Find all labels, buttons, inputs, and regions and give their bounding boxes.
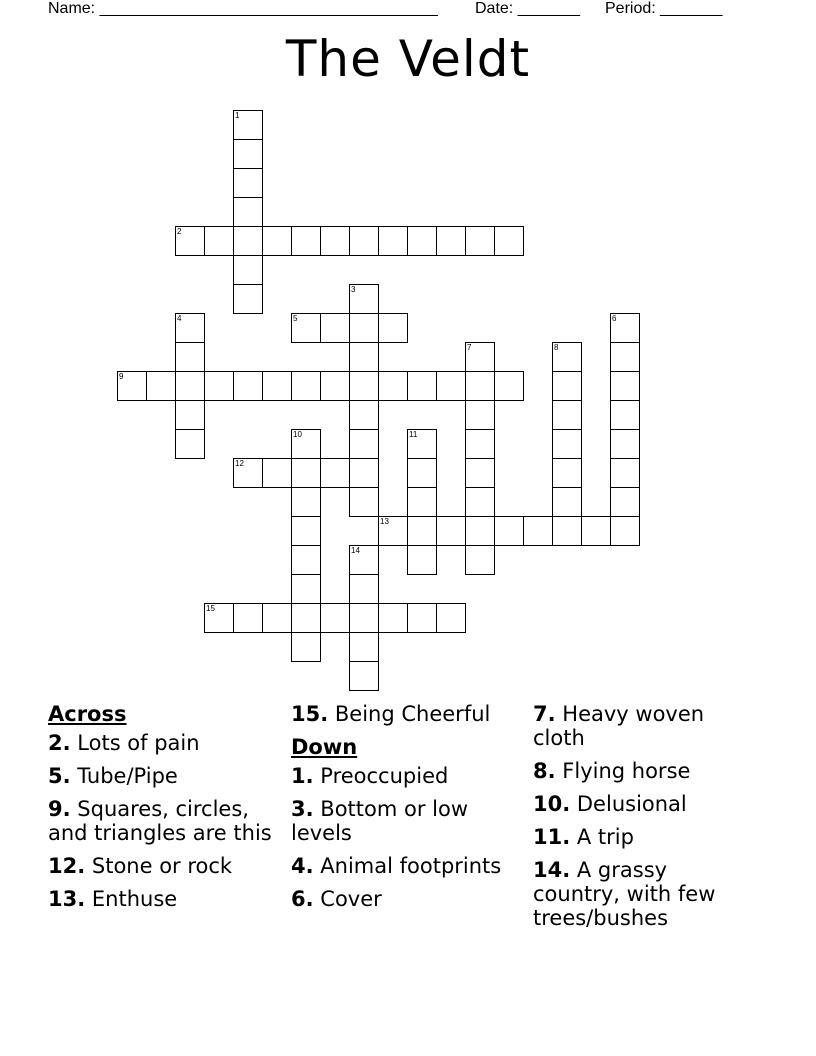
clue-down-3: 3. Bottom or low levels <box>291 797 468 845</box>
grid-cell[interactable] <box>465 371 495 401</box>
grid-cell[interactable] <box>407 545 437 575</box>
grid-cell[interactable] <box>291 632 321 662</box>
grid-cell[interactable] <box>610 342 640 372</box>
clue-down-10: 10. Delusional <box>533 792 687 816</box>
grid-cell[interactable] <box>610 516 640 546</box>
grid-cell[interactable] <box>146 371 176 401</box>
grid-cell[interactable] <box>349 661 379 691</box>
clue-down-11: 11. A trip <box>533 825 634 849</box>
down-heading: Down <box>291 735 358 759</box>
grid-cell[interactable] <box>175 400 205 430</box>
grid-cell[interactable] <box>233 255 263 285</box>
clue-across-2: 2. Lots of pain <box>48 731 200 755</box>
date-field[interactable]: Date: _______ <box>475 0 580 17</box>
clue-number-label: 5 <box>293 314 298 323</box>
clue-across-15: 15. Being Cheerful <box>291 702 491 726</box>
clue-number-label: 15 <box>206 604 215 613</box>
grid-cell[interactable] <box>378 371 408 401</box>
name-field[interactable]: Name: ______________________________________ <box>48 0 438 17</box>
clue-number-label: 12 <box>235 459 244 468</box>
grid-cell[interactable] <box>233 168 263 198</box>
clue-number-label: 2 <box>177 227 182 236</box>
grid-cell[interactable] <box>465 226 495 256</box>
grid-cell[interactable] <box>320 603 350 633</box>
grid-cell[interactable] <box>494 371 524 401</box>
grid-cell[interactable] <box>349 400 379 430</box>
grid-cell[interactable] <box>291 226 321 256</box>
grid-cell[interactable] <box>204 226 234 256</box>
clue-number-label: 4 <box>177 314 182 323</box>
grid-cell[interactable] <box>552 487 582 517</box>
grid-cell[interactable] <box>349 371 379 401</box>
grid-cell[interactable] <box>552 400 582 430</box>
grid-cell[interactable] <box>552 371 582 401</box>
grid-cell[interactable] <box>262 458 292 488</box>
across-heading: Across <box>48 702 127 726</box>
grid-cell[interactable] <box>552 458 582 488</box>
clue-across-13: 13. Enthuse <box>48 887 178 911</box>
grid-cell[interactable] <box>175 371 205 401</box>
grid-cell[interactable] <box>262 371 292 401</box>
grid-cell[interactable] <box>349 458 379 488</box>
grid-cell[interactable] <box>349 603 379 633</box>
grid-cell[interactable] <box>233 371 263 401</box>
clue-number-label: 9 <box>119 372 124 381</box>
grid-cell[interactable] <box>581 516 611 546</box>
clues-column-3 <box>533 702 748 939</box>
grid-cell[interactable] <box>494 516 524 546</box>
grid-cell[interactable] <box>407 371 437 401</box>
grid-cell[interactable] <box>494 226 524 256</box>
grid-cell[interactable] <box>291 516 321 546</box>
grid-cell[interactable] <box>233 139 263 169</box>
grid-cell[interactable] <box>320 371 350 401</box>
grid-cell[interactable] <box>407 487 437 517</box>
grid-cell[interactable] <box>349 313 379 343</box>
clue-across-5: 5. Tube/Pipe <box>48 764 178 788</box>
clue-number-label: 1 <box>235 111 240 120</box>
grid-cell[interactable] <box>175 429 205 459</box>
grid-cell[interactable] <box>291 545 321 575</box>
grid-cell[interactable] <box>349 487 379 517</box>
grid-cell[interactable] <box>349 226 379 256</box>
grid-cell[interactable] <box>320 313 350 343</box>
clue-down-7: 7. Heavy woven cloth <box>533 702 705 750</box>
grid-cell[interactable] <box>610 458 640 488</box>
grid-cell[interactable] <box>407 516 437 546</box>
page-title: The Veldt <box>285 30 531 88</box>
grid-cell[interactable] <box>291 458 321 488</box>
clue-down-14: 14. A grassy country, with few trees/bushes <box>533 858 716 930</box>
grid-cell[interactable] <box>349 632 379 662</box>
grid-cell[interactable] <box>349 574 379 604</box>
grid-cell[interactable] <box>407 458 437 488</box>
clue-down-6: 6. Cover <box>291 887 382 911</box>
grid-cell[interactable] <box>436 371 466 401</box>
grid-cell[interactable] <box>436 226 466 256</box>
grid-cell[interactable] <box>320 458 350 488</box>
grid-cell[interactable] <box>291 371 321 401</box>
grid-cell[interactable] <box>291 574 321 604</box>
clue-down-1: 1. Preoccupied <box>291 764 449 788</box>
grid-cell[interactable] <box>407 603 437 633</box>
grid-cell[interactable] <box>610 487 640 517</box>
grid-cell[interactable] <box>233 603 263 633</box>
clue-number-label: 3 <box>351 285 356 294</box>
grid-cell[interactable] <box>465 516 495 546</box>
clue-number-label: 7 <box>467 343 472 352</box>
clue-number-label: 10 <box>293 430 302 439</box>
grid-cell[interactable] <box>233 284 263 314</box>
grid-cell[interactable] <box>465 400 495 430</box>
period-field[interactable]: Period: _______ <box>605 0 723 17</box>
grid-cell[interactable] <box>233 226 263 256</box>
grid-cell[interactable] <box>610 400 640 430</box>
grid-cell[interactable] <box>233 197 263 227</box>
grid-cell[interactable] <box>610 371 640 401</box>
grid-cell[interactable] <box>175 342 205 372</box>
clue-down-4: 4. Animal footprints <box>291 854 502 878</box>
grid-cell[interactable] <box>465 458 495 488</box>
grid-cell[interactable] <box>349 429 379 459</box>
grid-cell[interactable] <box>291 603 321 633</box>
grid-cell[interactable] <box>378 226 408 256</box>
grid-cell[interactable] <box>378 313 408 343</box>
grid-cell[interactable] <box>320 226 350 256</box>
grid-cell[interactable] <box>465 429 495 459</box>
grid-cell[interactable] <box>523 516 553 546</box>
clue-number-label: 11 <box>409 430 418 439</box>
clue-across-9: 9. Squares, circles, and triangles are this <box>48 797 272 845</box>
clue-down-8: 8. Flying horse <box>533 759 691 783</box>
clue-number-label: 14 <box>351 546 360 555</box>
grid-cell[interactable] <box>262 603 292 633</box>
clues-column-1 <box>48 702 273 920</box>
grid-cell[interactable] <box>465 487 495 517</box>
grid-cell[interactable] <box>436 516 466 546</box>
clues-column-2 <box>291 702 516 920</box>
grid-cell[interactable] <box>436 603 466 633</box>
grid-cell[interactable] <box>262 226 292 256</box>
clue-number-label: 8 <box>554 343 559 352</box>
grid-cell[interactable] <box>349 342 379 372</box>
clue-across-12: 12. Stone or rock <box>48 854 233 878</box>
grid-cell[interactable] <box>552 429 582 459</box>
grid-cell[interactable] <box>465 545 495 575</box>
clue-number-label: 6 <box>612 314 617 323</box>
clue-number-label: 13 <box>380 517 389 526</box>
grid-cell[interactable] <box>204 371 234 401</box>
grid-cell[interactable] <box>407 226 437 256</box>
grid-cell[interactable] <box>610 429 640 459</box>
grid-cell[interactable] <box>378 603 408 633</box>
grid-cell[interactable] <box>291 487 321 517</box>
grid-cell[interactable] <box>552 516 582 546</box>
